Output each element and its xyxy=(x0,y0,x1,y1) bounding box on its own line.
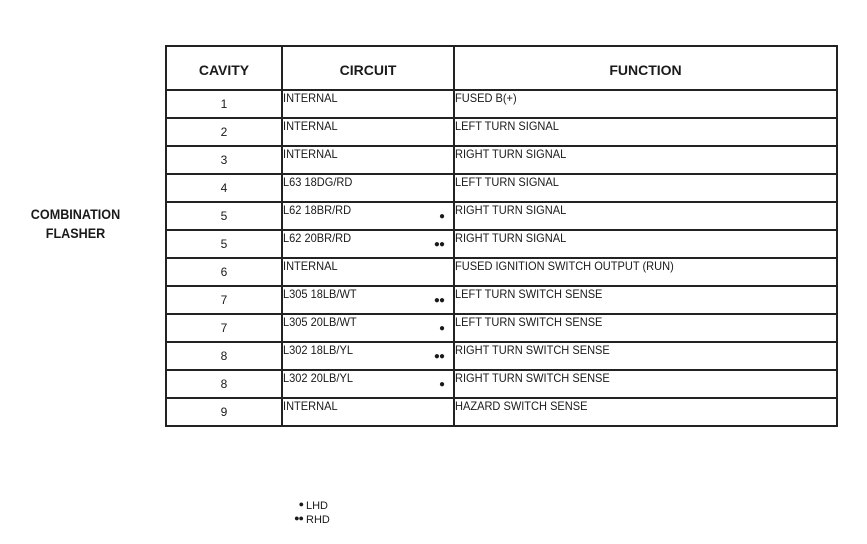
table-row xyxy=(166,370,837,398)
function-cell xyxy=(454,370,837,398)
function-cell xyxy=(454,174,837,202)
lhd-dot-icon: ● xyxy=(438,323,444,334)
circuit-cell xyxy=(282,90,454,118)
cavity-cell: 1 xyxy=(166,90,282,118)
function-cell xyxy=(454,342,837,370)
circuit-code: L305 18LB/WT xyxy=(283,287,357,301)
table-row xyxy=(166,202,837,230)
table-row xyxy=(166,286,837,314)
header-function: FUNCTION xyxy=(454,46,837,90)
circuit-code: INTERNAL xyxy=(283,119,338,133)
rhd-double-dot-icon: ●● xyxy=(433,295,444,306)
cavity-cell: 8 xyxy=(166,342,282,370)
rhd-double-dot-icon: ●● xyxy=(294,513,303,523)
function-description: LEFT TURN SWITCH SENSE xyxy=(455,287,603,301)
circuit-code: INTERNAL xyxy=(283,91,338,105)
cavity-cell: 8 xyxy=(166,370,282,398)
function-description: RIGHT TURN SWITCH SENSE xyxy=(455,371,610,385)
function-cell xyxy=(454,146,837,174)
function-cell xyxy=(454,398,837,426)
function-description: RIGHT TURN SWITCH SENSE xyxy=(455,343,610,357)
circuit-cell xyxy=(282,370,454,398)
function-description: LEFT TURN SWITCH SENSE xyxy=(455,315,603,329)
function-description: LEFT TURN SIGNAL xyxy=(455,119,559,133)
function-cell xyxy=(454,90,837,118)
circuit-cell xyxy=(282,230,454,258)
table-row xyxy=(166,174,837,202)
component-label-line-2: FLASHER xyxy=(45,225,106,241)
cavity-cell: 5 xyxy=(166,230,282,258)
header-cavity: CAVITY xyxy=(166,46,282,90)
circuit-cell xyxy=(282,174,454,202)
function-cell xyxy=(454,258,837,286)
circuit-code: L62 20BR/RD xyxy=(283,231,352,245)
table-row xyxy=(166,90,837,118)
circuit-code: INTERNAL xyxy=(283,399,338,413)
function-description: RIGHT TURN SIGNAL xyxy=(455,203,567,217)
table-row xyxy=(166,118,837,146)
function-cell xyxy=(454,286,837,314)
function-cell xyxy=(454,314,837,342)
table-row xyxy=(166,258,837,286)
function-cell xyxy=(454,230,837,258)
cavity-cell: 4 xyxy=(166,174,282,202)
cavity-cell: 7 xyxy=(166,286,282,314)
legend xyxy=(285,499,330,527)
cavity-cell: 2 xyxy=(166,118,282,146)
table-row xyxy=(166,398,837,426)
function-description: RIGHT TURN SIGNAL xyxy=(455,147,567,161)
function-description: LEFT TURN SIGNAL xyxy=(455,175,559,189)
cavity-cell: 3 xyxy=(166,146,282,174)
component-label xyxy=(24,205,128,243)
function-description: FUSED B(+) xyxy=(455,91,517,105)
rhd-double-dot-icon: ●● xyxy=(433,351,444,362)
lhd-dot-icon: ● xyxy=(438,211,444,222)
function-description: FUSED IGNITION SWITCH OUTPUT (RUN) xyxy=(455,259,674,273)
table-row xyxy=(166,230,837,258)
table-row xyxy=(166,314,837,342)
legend-label-rhd: RHD xyxy=(306,514,330,526)
circuit-cell xyxy=(282,342,454,370)
cavity-cell: 6 xyxy=(166,258,282,286)
circuit-code: INTERNAL xyxy=(283,147,338,161)
circuit-cell xyxy=(282,118,454,146)
circuit-cell xyxy=(282,146,454,174)
connector-pinout-table xyxy=(165,45,838,427)
header-circuit: CIRCUIT xyxy=(282,46,454,90)
function-description: HAZARD SWITCH SENSE xyxy=(455,399,588,413)
circuit-code: L302 20LB/YL xyxy=(283,371,353,385)
component-label-line-1: COMBINATION xyxy=(30,206,121,222)
cavity-cell: 5 xyxy=(166,202,282,230)
circuit-cell xyxy=(282,258,454,286)
cavity-cell: 7 xyxy=(166,314,282,342)
circuit-cell xyxy=(282,202,454,230)
legend-label-lhd: LHD xyxy=(306,500,329,512)
function-cell xyxy=(454,118,837,146)
cavity-cell: 9 xyxy=(166,398,282,426)
circuit-cell xyxy=(282,286,454,314)
circuit-code: L302 18LB/YL xyxy=(283,343,353,357)
lhd-dot-icon: ● xyxy=(298,499,303,509)
function-description: RIGHT TURN SIGNAL xyxy=(455,231,567,245)
circuit-code: L305 20LB/WT xyxy=(283,315,357,329)
circuit-cell xyxy=(282,398,454,426)
circuit-code: L63 18DG/RD xyxy=(283,175,353,189)
table-row xyxy=(166,146,837,174)
rhd-double-dot-icon: ●● xyxy=(433,239,444,250)
lhd-dot-icon: ● xyxy=(438,379,444,390)
circuit-code: L62 18BR/RD xyxy=(283,203,352,217)
legend-item-rhd xyxy=(285,513,330,527)
function-cell xyxy=(454,202,837,230)
circuit-cell xyxy=(282,314,454,342)
table-header-row xyxy=(166,46,837,90)
table-row xyxy=(166,342,837,370)
circuit-code: INTERNAL xyxy=(283,259,338,273)
